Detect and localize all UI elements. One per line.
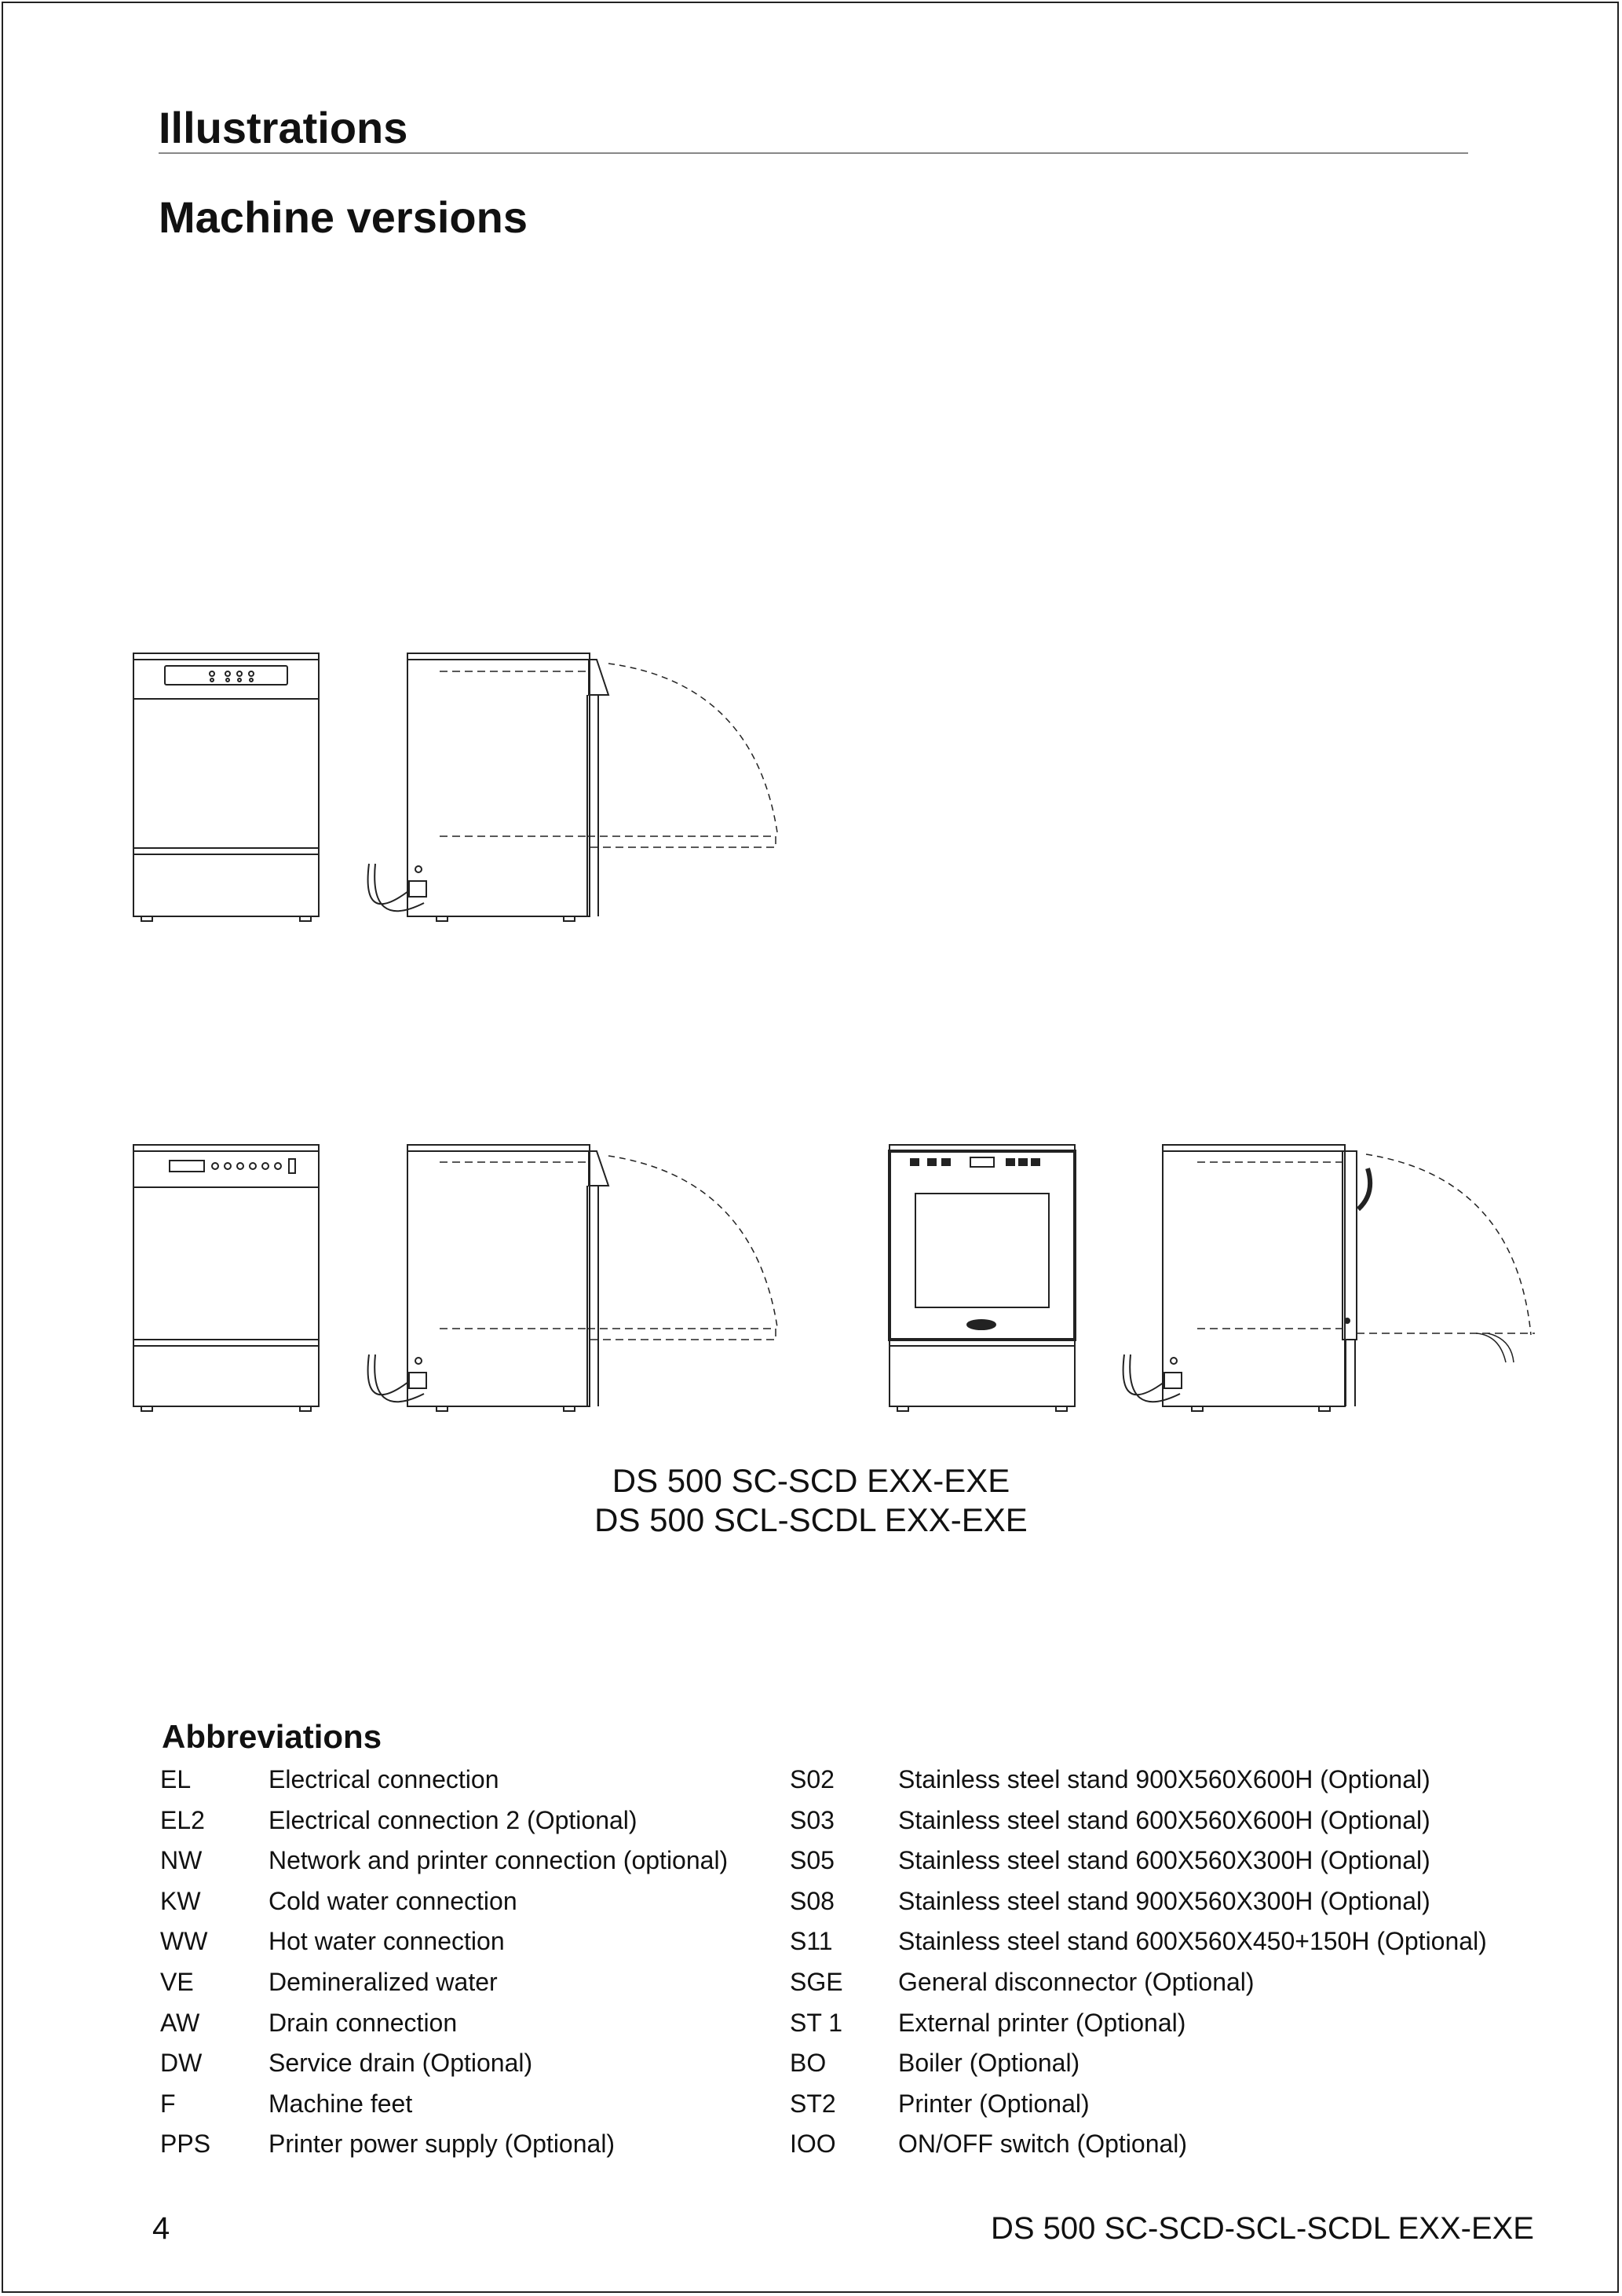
page-number: 4	[152, 2211, 170, 2246]
abbreviation-description: Stainless steel stand 900X560X600H (Optional)	[898, 1765, 1430, 1793]
abbreviations-title: Abbreviations	[162, 1718, 382, 1755]
figure-caption-line1: DS 500 SC-SCD EXX-EXE	[612, 1462, 1010, 1499]
abbreviation-code: KW	[160, 1886, 201, 1915]
abbreviation-code: SGE	[790, 1967, 843, 1996]
abbreviation-code: S08	[790, 1886, 835, 1915]
abbreviation-description: Stainless steel stand 600X560X450+150H (Optional)	[898, 1927, 1487, 1956]
abbreviation-description: Printer (Optional)	[898, 2089, 1090, 2118]
abbreviation-description: Stainless steel stand 600X560X600H (Optional)	[898, 1805, 1430, 1834]
abbreviation-description: Electrical connection 2 (Optional)	[269, 1805, 637, 1834]
abbreviation-code: F	[160, 2089, 176, 2118]
front-view-scd	[133, 1145, 319, 1411]
footer-model-name: DS 500 SC-SCD-SCL-SCDL EXX-EXE	[990, 2211, 1534, 2246]
abbreviation-code: NW	[160, 1846, 203, 1875]
abbreviation-code: S05	[790, 1846, 835, 1875]
section-title: Illustrations	[159, 103, 408, 152]
abbreviation-code: ST 1	[790, 2008, 842, 2037]
abbreviation-description: Cold water connection	[269, 1886, 517, 1915]
abbreviation-code: AW	[160, 2008, 200, 2037]
abbreviation-description: Demineralized water	[269, 1967, 498, 1996]
abbreviation-code: S11	[790, 1927, 833, 1956]
abbreviation-code: BO	[790, 2049, 827, 2078]
abbreviation-code: EL2	[160, 1805, 205, 1834]
front-view-scl	[890, 1145, 1075, 1411]
figure-caption-line2: DS 500 SCL-SCDL EXX-EXE	[594, 1501, 1028, 1538]
abbreviation-code: S03	[790, 1805, 835, 1834]
abbreviation-description: Electrical connection	[269, 1765, 499, 1793]
abbreviation-code: ST2	[790, 2089, 836, 2118]
abbreviation-description: Drain connection	[269, 2008, 458, 2037]
abbreviation-description: Machine feet	[269, 2089, 413, 2118]
abbreviation-description: Network and printer connection (optional)	[269, 1846, 729, 1875]
abbreviation-description: ON/OFF switch (Optional)	[898, 2130, 1188, 2159]
abbreviation-code: S02	[790, 1765, 835, 1793]
abbreviation-code: EL	[160, 1765, 192, 1793]
abbreviation-description: Boiler (Optional)	[898, 2049, 1080, 2078]
abbreviation-description: Service drain (Optional)	[269, 2049, 533, 2078]
front-view-sc	[133, 653, 319, 921]
side-view-scd	[368, 1145, 777, 1411]
abbreviation-code: DW	[160, 2049, 203, 2078]
abbreviation-code: IOO	[790, 2130, 836, 2159]
abbreviation-description: External printer (Optional)	[898, 2008, 1186, 2037]
abbreviation-description: Stainless steel stand 600X560X300H (Optional)	[898, 1846, 1430, 1875]
abbreviation-description: Hot water connection	[269, 1927, 505, 1956]
side-view-sc	[368, 653, 777, 921]
abbreviation-description: Stainless steel stand 900X560X300H (Optional)	[898, 1886, 1430, 1915]
abbreviation-code: WW	[160, 1927, 208, 1956]
abbreviation-code: VE	[160, 1967, 194, 1996]
page-subtitle: Machine versions	[159, 192, 528, 242]
abbreviation-code: PPS	[160, 2130, 211, 2159]
abbreviation-description: General disconnector (Optional)	[898, 1967, 1255, 1996]
side-view-scl	[1123, 1145, 1535, 1411]
abbreviation-description: Printer power supply (Optional)	[269, 2130, 616, 2159]
